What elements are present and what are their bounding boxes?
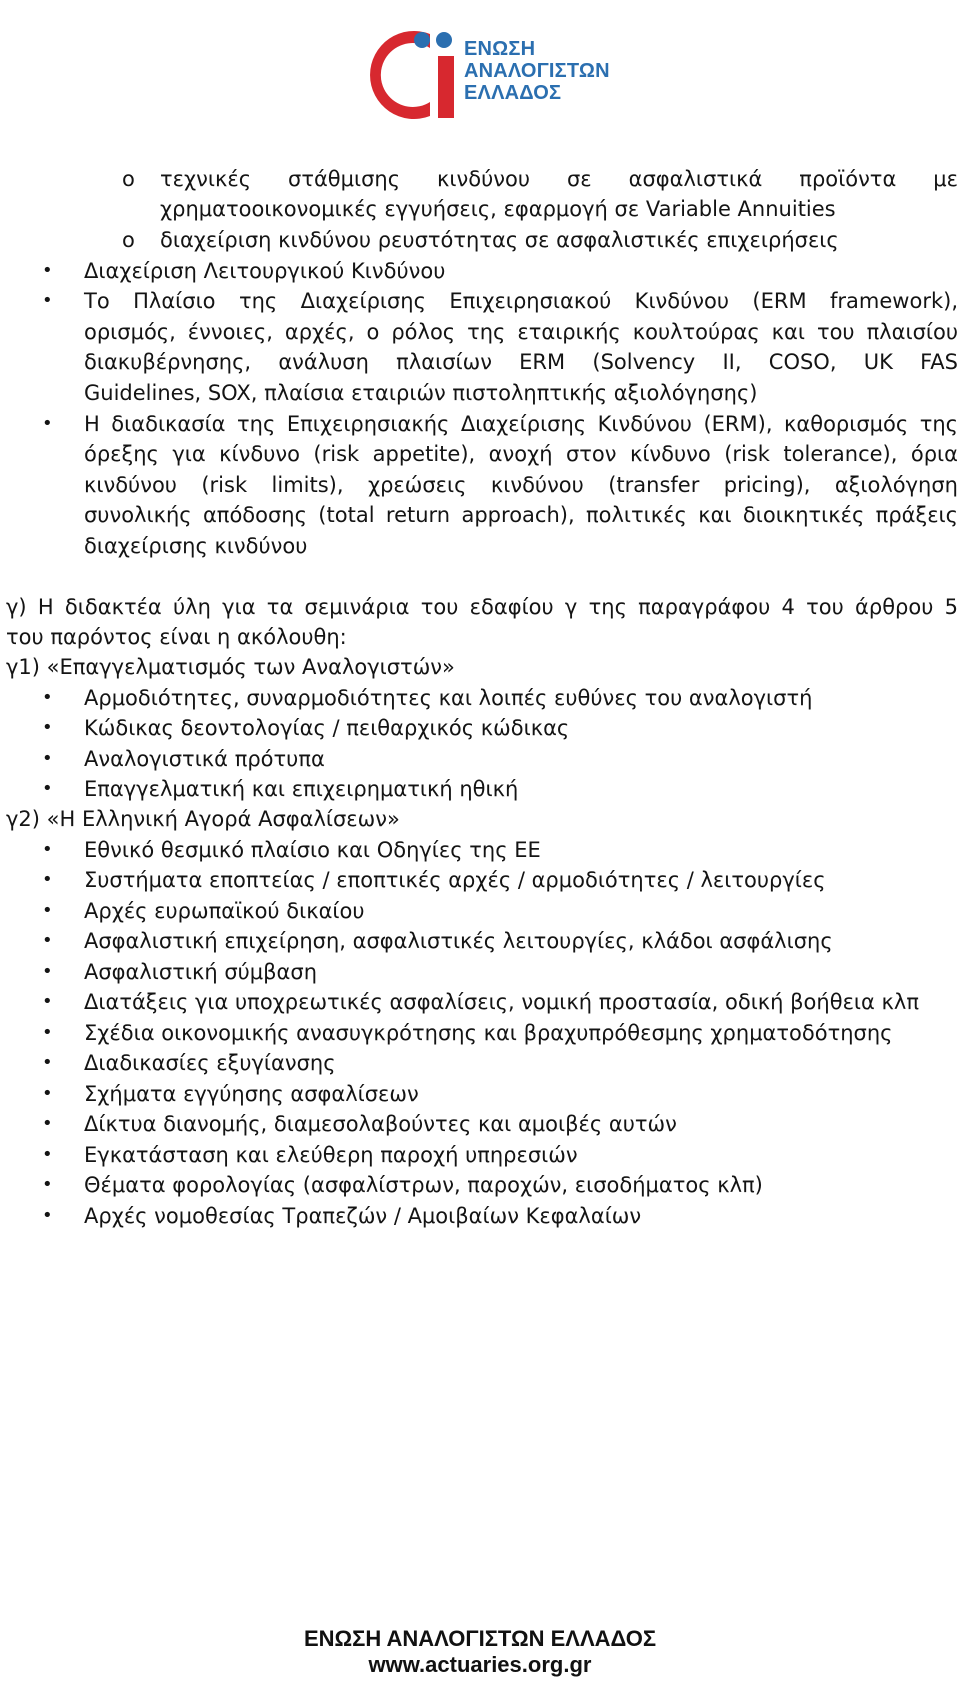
sub-item-1-line-2: χρηματοοικονομικές εγγυήσεις, εφαρμογή σε Variable Annuities (160, 197, 836, 221)
bullet-icon: • (42, 839, 53, 860)
bullet-a-3-line-4: συνολικής απόδοσης (total return approach), πολιτικές και διοικητικές πράξεις (84, 503, 958, 527)
bullet-g1-2: Κώδικας δεοντολογίας / πειθαρχικός κώδικας (84, 716, 570, 740)
bullet-icon: • (42, 717, 53, 738)
bullet-g1-1: Αρμοδιότητες, συναρμοδιότητες και λοιπές ευθύνες του αναλογιστή (84, 686, 813, 710)
bullet-icon: • (42, 1144, 53, 1165)
bullet-icon: • (42, 1113, 53, 1134)
bullet-icon: • (42, 900, 53, 921)
logo-line-3: ΕΛΛΑΔΟΣ (464, 82, 562, 104)
bullet-icon: • (42, 1205, 53, 1226)
bullet-g1-3: Αναλογιστικά πρότυπα (84, 747, 325, 771)
bullet-g2-2: Συστήματα εποπτείας / εποπτικές αρχές / αρμοδιότητες / λειτουργίες (84, 868, 826, 892)
bullet-icon: • (42, 778, 53, 799)
bullet-g2-11: Εγκατάσταση και ελεύθερη παροχή υπηρεσιών (84, 1143, 578, 1167)
bullet-a-3-line-5: διαχείρισης κινδύνου (84, 534, 308, 558)
footer-organization: ΕΝΩΣΗ ΑΝΑΛΟΓΙΣΤΩΝ ΕΛΛΑΔΟΣ (303, 1626, 657, 1651)
bullet-g2-3: Αρχές ευρωπαϊκού δικαίου (84, 899, 365, 923)
paragraph-g-line-2: του παρόντος είναι η ακόλουθη: (6, 625, 347, 649)
bullet-a-3-line-1: Η διαδικασία της Επιχειρησιακής Διαχείρισης Κινδύνου (ERM), καθορισμός της (84, 412, 958, 436)
logo-line-2: ΑΝΑΛΟΓΙΣΤΩΝ (464, 60, 610, 82)
bullet-g2-13: Αρχές νομοθεσίας Τραπεζών / Αμοιβαίων Κεφαλαίων (84, 1204, 642, 1228)
bullet-a-2-line-2: ορισμός, έννοιες, αρχές, ο ρόλος της εταιρικής κουλτούρας και του πλαισίου (84, 320, 958, 344)
bullet-icon: • (42, 687, 53, 708)
bullet-g2-6: Διατάξεις για υποχρεωτικές ασφαλίσεις, νομική προστασία, οδική βοήθεια κλπ (84, 990, 919, 1014)
bullet-a-3-line-3: κινδύνου (risk limits), χρεώσεις κινδύνου (transfer pricing), αξιολόγηση (84, 473, 958, 497)
bullet-icon: • (42, 961, 53, 982)
bullet-g2-7: Σχέδια οικονομικής ανασυγκρότησης και βραχυπρόθεσμης χρηματοδότησης (84, 1021, 893, 1045)
heading-g2: γ2) «Η Ελληνική Αγορά Ασφαλίσεων» (6, 807, 400, 831)
paragraph-g-line-1: γ) Η διδακτέα ύλη για τα σεμινάρια του εδαφίου γ της παραγράφου 4 του άρθρου 5 (6, 595, 958, 619)
logo-wordmark (464, 38, 610, 104)
bullet-icon: • (42, 1083, 53, 1104)
sub-item-marker: o (122, 228, 135, 252)
logo-line-1: ΕΝΩΣΗ (464, 38, 536, 60)
bullet-icon: • (42, 1052, 53, 1073)
bullet-g2-9: Σχήματα εγγύησης ασφαλίσεων (84, 1082, 419, 1106)
bullet-icon: • (42, 1022, 53, 1043)
sub-item-2-line-1: διαχείριση κινδύνου ρευστότητας σε ασφαλιστικές επιχειρήσεις (160, 228, 839, 252)
logo-mark-icon (360, 20, 464, 126)
bullet-icon: • (42, 930, 53, 951)
bullet-icon: • (42, 748, 53, 769)
bullet-icon: • (42, 413, 53, 434)
bullet-g1-4: Επαγγελματική και επιχειρηματική ηθική (84, 777, 519, 801)
bullet-a-2-line-4: Guidelines, SOX, πλαίσια εταιριών πιστοληπτικής αξιολόγησης) (84, 381, 758, 405)
heading-g1: γ1) «Επαγγελματισμός των Αναλογιστών» (6, 655, 455, 679)
bullet-a-3-line-2: όρεξης για κίνδυνο (risk appetite), ανοχή στον κίνδυνο (risk tolerance), όρια (84, 442, 958, 466)
bullet-g2-10: Δίκτυα διανομής, διαμεσολαβούντες και αμοιβές αυτών (84, 1112, 677, 1136)
bullet-g2-1: Εθνικό θεσμικό πλαίσιο και Οδηγίες της ΕΕ (84, 838, 541, 862)
bullet-icon: • (42, 260, 53, 281)
bullet-a-2-line-3: διακυβέρνησης, ανάλυση πλαισίων ERM (Solvency II, COSO, UK FAS (84, 350, 958, 374)
bullet-icon: • (42, 991, 53, 1012)
footer-website-link[interactable]: www.actuaries.org.gr (368, 1652, 592, 1677)
bullet-icon: • (42, 1174, 53, 1195)
bullet-g2-8: Διαδικασίες εξυγίανσης (84, 1051, 336, 1075)
bullet-icon: • (42, 869, 53, 890)
organization-logo (360, 20, 610, 126)
bullet-icon: • (42, 290, 53, 311)
bullet-g2-5: Ασφαλιστική σύμβαση (84, 960, 318, 984)
bullet-g2-12: Θέματα φορολογίας (ασφαλίστρων, παροχών, εισοδήματος κλπ) (84, 1173, 763, 1197)
bullet-a-2-line-1: Το Πλαίσιο της Διαχείρισης Επιχειρησιακού Κινδύνου (ERM framework), (84, 289, 958, 313)
sub-item-1-line-1: τεχνικές στάθμισης κινδύνου σε ασφαλιστικά προϊόντα με (160, 167, 958, 191)
bullet-g2-4: Ασφαλιστική επιχείρηση, ασφαλιστικές λειτουργίες, κλάδοι ασφάλισης (84, 929, 833, 953)
bullet-a-1: Διαχείριση Λειτουργικού Κινδύνου (84, 259, 446, 283)
sub-item-marker: o (122, 167, 135, 191)
